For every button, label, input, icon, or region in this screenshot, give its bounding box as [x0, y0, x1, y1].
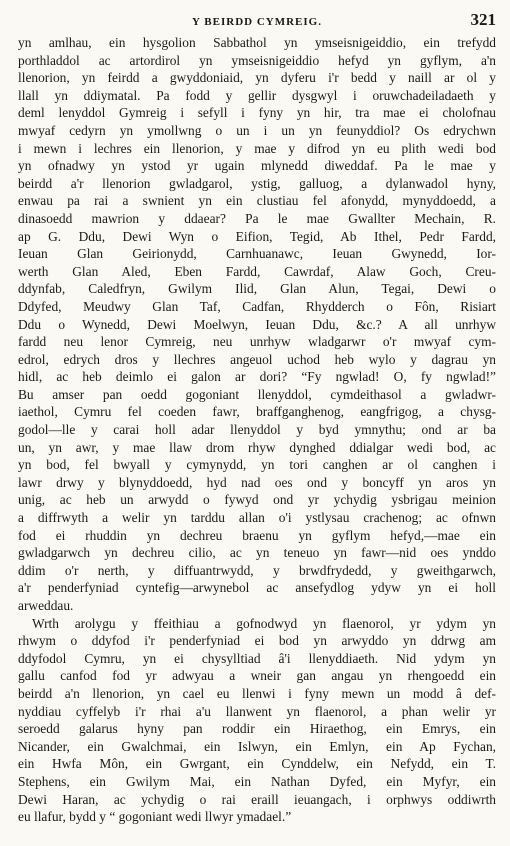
text-line: deml lenyddol Gymreig i sefyll i fyny yn hir, tra mae ei cholofnau — [18, 105, 496, 121]
text-line: hidl, ac heb deimlo ei galon ar dori? “Fy ngwlad! O, fy ngwlad!” — [18, 369, 496, 385]
text-line: gwladgarwch yn dechreu cilio, ac yn teneuo yn fawr—nid oes ynddo — [18, 545, 496, 561]
text-line: llenorion, yn feirdd a gwyddoniaid, yn dyferu i'r bedd y naill ar ol y — [18, 70, 496, 86]
text-line: eu llafur, bydd y “ gogoniant wedi llwyr ymadael.” — [18, 809, 292, 825]
text-line: nyddiau cyffelyb i'r rhai a'u llanwent yn flaenorol, a phan welir yr — [18, 703, 496, 719]
text-line: gallu canfod fod yr adwyau a wneir gan angau yn rhengoedd ein — [18, 668, 496, 684]
page-number: 321 — [470, 10, 496, 29]
body-text — [18, 34, 496, 826]
text-line: a diffrwyth a welir yn tarddu allan o'i ystlysau crachenog; ac ofnwn — [18, 510, 496, 526]
text-line: rhwym o ddyfod i'r penderfyniad ei bod yn arwyddo yn ddrwg am — [18, 633, 496, 649]
text-line: dinasoedd mawrion y ddaear? Pa le mae Gwallter Mechain, R. — [18, 210, 496, 226]
text-line: yn bod, fel bwyall y cymynydd, yn tori canghen ar ol canghen i — [18, 457, 496, 473]
text-line: beirdd a'n llenorion, yn cael eu llenwi i fyny mewn un modd â def- — [18, 685, 496, 701]
text-line: ddynfab, Caledfryn, Gwilym Ilid, Glan Alun, Tegai, Dewi o — [18, 281, 496, 297]
text-line: ddyfodol Cymru, yn ei chysylltiad â'i llenyddiaeth. Nid ydym yn — [18, 650, 496, 666]
text-line: llall yn ddiymatal. Pa fodd y gellir dysgwyl i oruwchadeiladaeth y — [18, 87, 496, 103]
text-line: Wrth arolygu y ffeithiau a gofnodwyd yn flaenorol, yr ydym yn — [32, 615, 496, 631]
text-line: ap G. Ddu, Dewi Wyn o Eifion, Tegid, Ab Ithel, Pedr Fardd, — [18, 228, 496, 244]
text-line: enwau pa rai a swnient yn ein clustiau fel afonydd, mynyddoedd, a — [18, 193, 496, 209]
text-line: ein Hwfa Môn, ein Gwrgant, ein Cynddelw, ein Nefydd, ein T. — [18, 756, 496, 772]
text-line: Nicander, ein Gwalchmai, ein Islwyn, ein Emlyn, ein Ap Fychan, — [18, 738, 496, 754]
text-line: godol—lle y carai holl adar llenyddol y byd ymnythu; ond ar ba — [18, 422, 496, 438]
text-line: seroedd galarus hyny pan roddir ein Hiraethog, ein Emrys, ein — [18, 721, 496, 737]
text-line: unig, ac heb un arwydd o fywyd ond yr ychydig ysbrigau meinion — [18, 492, 496, 508]
text-line: edrol, edrych dros y llechres angeuol uchod heb wylo y dagrau yn — [18, 351, 496, 367]
text-line: werth Glan Aled, Eben Fardd, Cawrdaf, Alaw Goch, Creu- — [18, 263, 496, 279]
running-head: Y BEIRDD CYMREIG. — [192, 16, 322, 28]
text-line: lawr drwy y blynyddoedd, hyd nad oes ond y boncyff yn aros yn — [18, 474, 496, 490]
text-line: mwyaf cedyrn yn ymollwng o un i un yn feunyddiol? Os edrychwn — [18, 122, 496, 138]
text-line: Ddyfed, Meudwy Glan Taf, Cadfan, Rhydderch o Fôn, Risiart — [18, 298, 496, 314]
text-line: Bu amser pan oedd gogoniant llenyddol, cymdeithasol a gwladwr- — [18, 386, 496, 402]
text-line: a'r penderfyniad cyntefig—arwynebol ac ansefydlog ydyw yn ei holl — [18, 580, 496, 596]
text-line: yn ofnadwy yn ystod yr ugain mlynedd diweddaf. Pa le mae y — [18, 158, 496, 174]
text-line: beirdd a'r llenorion gwladgarol, ystig, galluog, a dylanwadol hyny, — [18, 175, 496, 191]
text-line: arweddau. — [18, 598, 74, 613]
text-line: ddim o'r nerth, y diffuantrwydd, y brwdfrydedd, y gweithgarwch, — [18, 562, 496, 578]
text-line: iaethol, Cymru fel coeden fawr, braffganghenog, eangfrigog, a chysg- — [18, 404, 496, 420]
text-line: yn amlhau, ein hysgolion Sabbathol yn ymseisnigeiddio, ein trefydd — [18, 35, 496, 50]
text-line: Ddu o Wynedd, Dewi Moelwyn, Ieuan Ddu, &c.? A all unrhyw — [18, 316, 496, 332]
text-line: fod ei rhuddin yn dechreu braenu yn gyflym hefyd,—mae ein — [18, 527, 496, 543]
text-line: fardd neu lenor Cymreig, neu unrhyw wladgarwr o'r mwyaf cym- — [18, 334, 496, 350]
text-line: Stephens, ein Gwilym Mai, ein Nathan Dyfed, ein Myfyr, ein — [18, 773, 496, 789]
text-line: Ieuan Glan Geirionydd, Carnhuanawc, Ieuan Gwynedd, Ior- — [18, 246, 496, 262]
text-line: porthladdol ac artordirol yn ymseisnigeiddio hefyd yn gyflym, a'n — [18, 52, 496, 68]
page-header — [18, 8, 496, 32]
text-line: i mewn i lechres ein llenorion, y mae y difrod yn eu plith wedi bod — [18, 140, 496, 156]
text-line: Dewi Haran, ac ychydig o rai eraill ieuangach, i orphwys oddiwrth — [18, 791, 496, 807]
text-line: un, yn awr, y mae llaw drom rhyw dynghed ddialgar wedi bod, ac — [18, 439, 496, 455]
